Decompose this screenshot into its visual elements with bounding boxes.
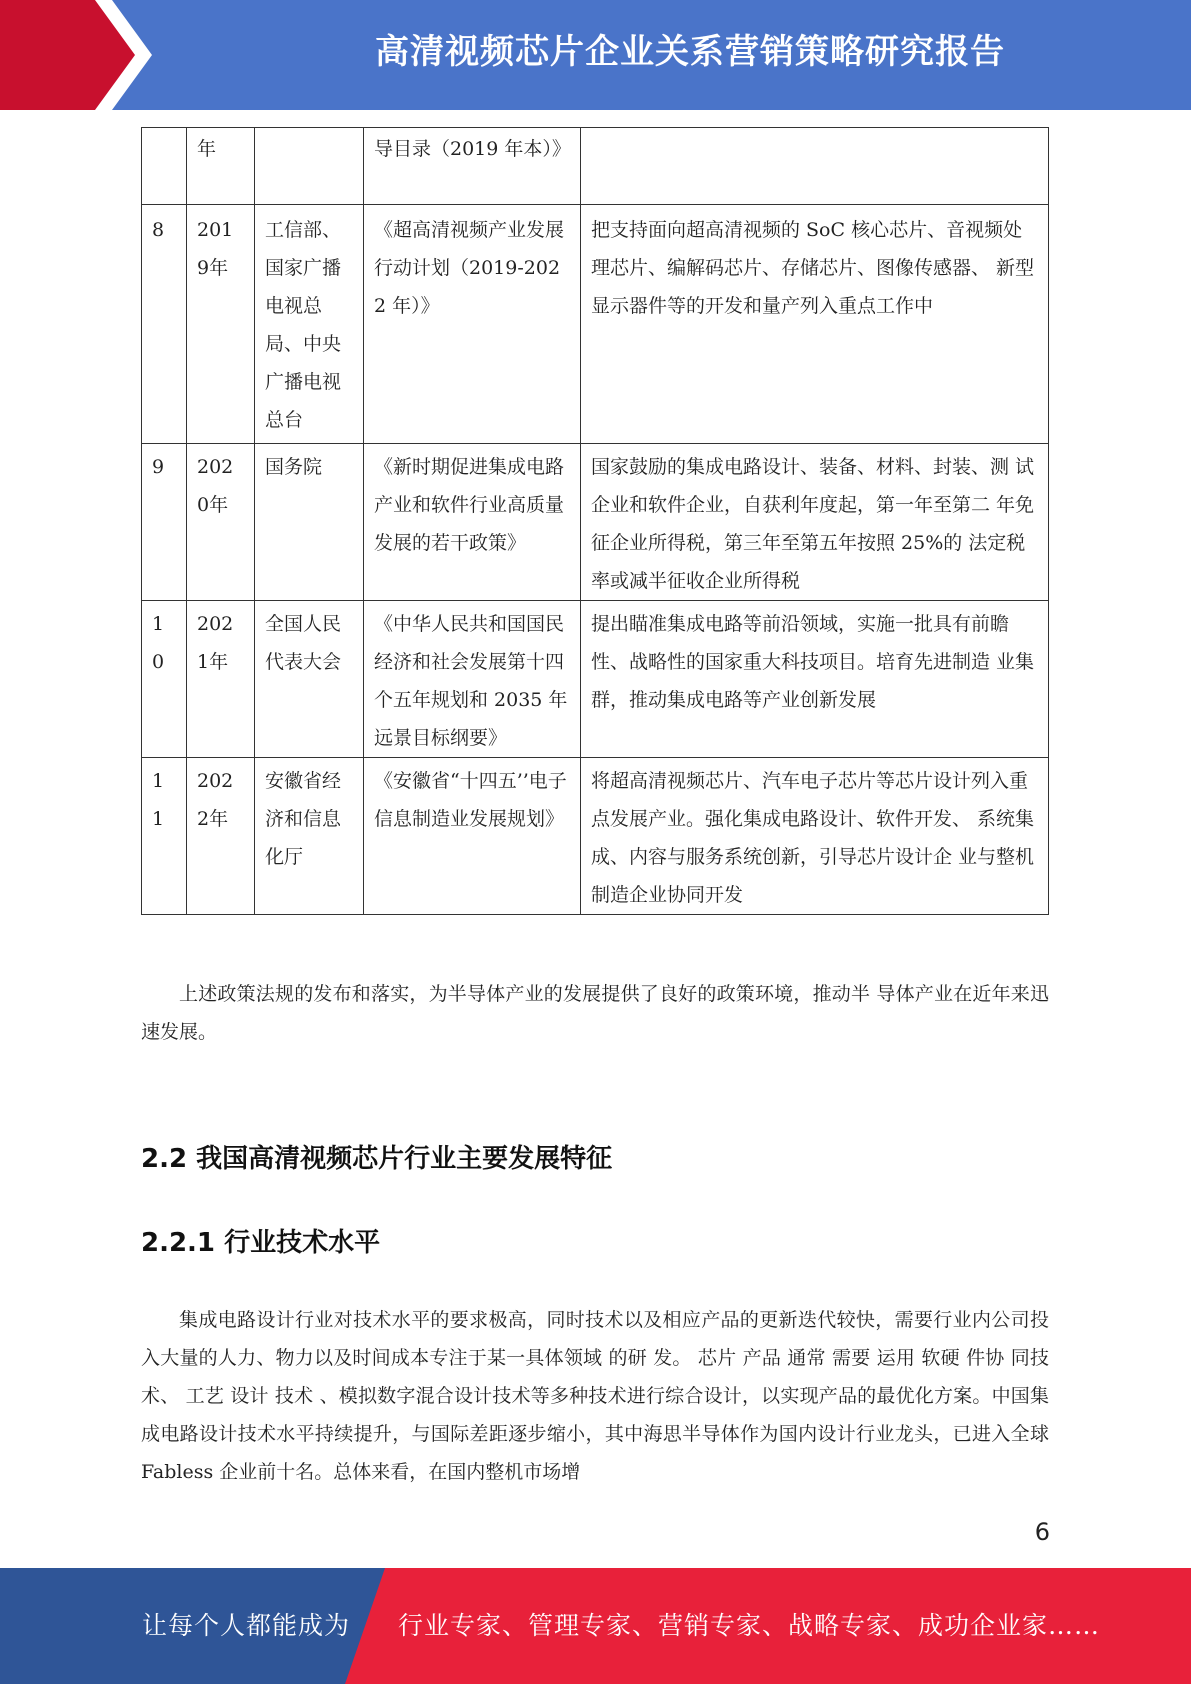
subsection-heading: 2.2.1 行业技术水平 bbox=[141, 1228, 381, 1258]
table-row bbox=[142, 205, 1049, 444]
cell-policy-name: 《安徽省“十四五’’电子信息制造业发展规划》 bbox=[364, 758, 581, 915]
body-paragraph: 集成电路设计行业对技术水平的要求极高，同时技术以及相应产品的更新迭代较快，需要行业内公司投入大量的人力、物力以及时间成本专注于某一具体领域 的研 发。 芯片 产品 通常 需要 运用 软硬 件协 同技 术、 工艺 设计 技术 、模拟数字混合设计技术等多种技术进行综合设计，以实现产品的最优化方案。中国集成电路设计技术水平持续提升，与国际差距逐步缩小，其中海思半导体作为国内设计行业龙头，已进入全球 Fabless 企业前十名。总体来看，在国内整机市场增 bbox=[141, 1309, 1049, 1483]
report-title: 高清视频芯片企业关系营销策略研究报告 bbox=[375, 32, 1005, 72]
cell-policy-name: 《新时期促进集成电路产业和软件行业高质量发展的若干政策》 bbox=[364, 444, 581, 601]
cell-number bbox=[142, 128, 187, 205]
cell-number: 11 bbox=[142, 758, 187, 915]
cell-content: 把支持面向超高清视频的 SoC 核心芯片、音视频处理芯片、编解码芯片、存储芯片、图像传感器、 新型显示器件等的开发和量产列入重点工作中 bbox=[581, 205, 1049, 444]
cell-issuer: 工信部、国家广播电视总局、中央广播电视总台 bbox=[255, 205, 364, 444]
cell-issuer: 国务院 bbox=[255, 444, 364, 601]
page-footer bbox=[0, 1568, 1191, 1684]
section-heading: 2.2 我国高清视频芯片行业主要发展特征 bbox=[141, 1144, 613, 1174]
cell-content: 提出瞄准集成电路等前沿领域，实施一批具有前瞻性、战略性的国家重大科技项目。培育先进制造 业集群，推动集成电路等产业创新发展 bbox=[581, 601, 1049, 758]
cell-content bbox=[581, 128, 1049, 205]
policy-table bbox=[141, 127, 1049, 915]
footer-slogan-left: 让每个人都能成为 bbox=[142, 1611, 351, 1640]
cell-number: 10 bbox=[142, 601, 187, 758]
cell-issuer: 安徽省经济和信息化厅 bbox=[255, 758, 364, 915]
table-row bbox=[142, 444, 1049, 601]
cell-policy-name: 《超高清视频产业发展行动计划（2019-2022 年）》 bbox=[364, 205, 581, 444]
cell-year: 2021年 bbox=[187, 601, 255, 758]
cell-year: 2022年 bbox=[187, 758, 255, 915]
page-header bbox=[0, 0, 1191, 110]
cell-content: 国家鼓励的集成电路设计、装备、材料、封装、测 试企业和软件企业，自获利年度起，第一年至第二 年免征企业所得税，第三年至第五年按照 25%的 法定税率或减半征收企业所得税 bbox=[581, 444, 1049, 601]
table-row bbox=[142, 758, 1049, 915]
body-paragraph: 上述政策法规的发布和落实，为半导体产业的发展提供了良好的政策环境，推动半 导体产业在近年来迅速发展。 bbox=[141, 983, 1049, 1043]
cell-year: 2020年 bbox=[187, 444, 255, 601]
table-row bbox=[142, 128, 1049, 205]
cell-number: 8 bbox=[142, 205, 187, 444]
cell-year: 年 bbox=[187, 128, 255, 205]
cell-issuer bbox=[255, 128, 364, 205]
cell-content: 将超高清视频芯片、汽车电子芯片等芯片设计列入重点发展产业。强化集成电路设计、软件开发、 系统集成、内容与服务系统创新，引导芯片设计企 业与整机制造企业协同开发 bbox=[581, 758, 1049, 915]
cell-policy-name: 《中华人民共和国国民经济和社会发展第十四个五年规划和 2035 年远景目标纲要》 bbox=[364, 601, 581, 758]
cell-number: 9 bbox=[142, 444, 187, 601]
page-number: 6 bbox=[1034, 1518, 1050, 1546]
table-row bbox=[142, 601, 1049, 758]
cell-policy-name: 导目录（2019 年本）》 bbox=[364, 128, 581, 205]
cell-issuer: 全国人民代表大会 bbox=[255, 601, 364, 758]
cell-year: 2019年 bbox=[187, 205, 255, 444]
footer-slogan-right: 行业专家、管理专家、营销专家、战略专家、成功企业家…… bbox=[398, 1611, 1101, 1640]
